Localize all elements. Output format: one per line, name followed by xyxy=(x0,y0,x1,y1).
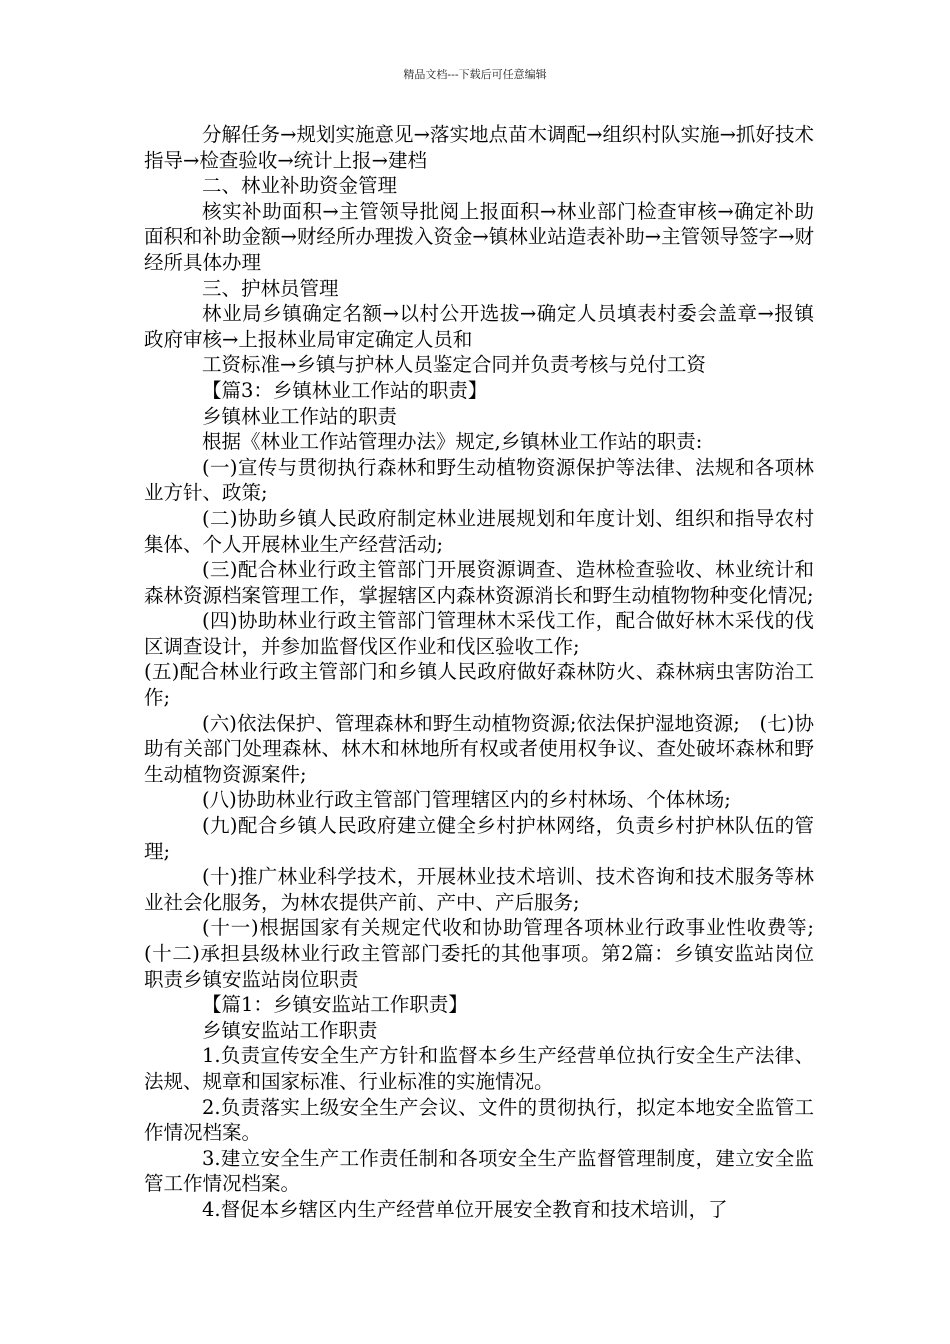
paragraph: 乡镇安监站工作职责 xyxy=(202,1018,378,1042)
paragraph: 4.督促本乡辖区内生产经营单位开展安全教育和技术培训，了 xyxy=(202,1197,728,1221)
paragraph: 核实补助面积→主管领导批阅上报面积→林业部门检查审核→确定补助面积和补助金额→财经所办理拨入资金→镇林业站造表补助→主管领导签字→财经所具体办理 xyxy=(144,199,814,274)
paragraph: 工资标准→乡镇与护林人员鉴定合同并负责考核与兑付工资 xyxy=(202,353,706,377)
paragraph: (二)协助乡镇人民政府制定林业进展规划和年度计划、组织和指导农村集体、个人开展林业生产经营活动; xyxy=(144,506,814,556)
document-body xyxy=(144,122,834,1223)
paragraph: (六)依法保护、管理森林和野生动植物资源;依法保护湿地资源; (七)协助有关部门处理森林、林木和林地所有权或者使用权争议、查处破坏森林和野生动植物资源案件; xyxy=(144,711,814,786)
paragraph: 林业局乡镇确定名额→以村公开选拔→确定人员填表村委会盖章→报镇政府审核→上报林业局审定确定人员和 xyxy=(144,302,814,351)
paragraph: 1.负责宣传安全生产方针和监督本乡生产经营单位执行安全生产法律、法规、规章和国家标准、行业标准的实施情况。 xyxy=(144,1044,814,1093)
paragraph: 乡镇林业工作站的职责 xyxy=(202,404,398,428)
paragraph: 二、林业补助资金管理 xyxy=(202,174,398,198)
paragraph: 3.建立安全生产工作责任制和各项安全生产监督管理制度，建立安全监管工作情况档案。 xyxy=(144,1146,814,1196)
paragraph: 三、护林员管理 xyxy=(202,276,339,300)
paragraph: (十一)根据国家有关规定代收和协助管理各项林业行政事业性收费等; (十二)承担县级林业行政主管部门委托的其他事项。第2篇：乡镇安监站岗位职责乡镇安监站岗位职责 xyxy=(144,916,834,991)
paragraph: (一)宣传与贯彻执行森林和野生动植物资源保护等法律、法规和各项林业方针、政策; xyxy=(144,455,814,505)
paragraph: (八)协助林业行政主管部门管理辖区内的乡村林场、个体林场; xyxy=(202,788,731,812)
page-header: 精品文档---下载后可任意编辑 xyxy=(403,68,547,81)
paragraph: 分解任务→规划实施意见→落实地点苗木调配→组织村队实施→抓好技术指导→检查验收→统计上报→建档 xyxy=(144,123,814,172)
paragraph: 【篇1：乡镇安监站工作职责】 xyxy=(202,993,468,1017)
paragraph: (九)配合乡镇人民政府建立健全乡村护林网络，负责乡村护林队伍的管理; xyxy=(144,814,814,863)
paragraph: 根据《林业工作站管理办法》规定,乡镇林业工作站的职责: xyxy=(202,430,703,454)
paragraph: 【篇3：乡镇林业工作站的职责】 xyxy=(202,378,488,402)
paragraph: (五)配合林业行政主管部门和乡镇人民政府做好森林防火、森林病虫害防治工作; xyxy=(144,660,814,710)
paragraph: (三)配合林业行政主管部门开展资源调查、造林检查验收、林业统计和森林资源档案管理工作，掌握辖区内森林资源消长和野生动植物物种变化情况; xyxy=(144,558,814,607)
paragraph: (四)协助林业行政主管部门管理林木采伐工作，配合做好林木采伐的伐区调查设计，并参加监督伐区作业和伐区验收工作; xyxy=(144,609,814,658)
paragraph: 2.负责落实上级安全生产会议、文件的贯彻执行，拟定本地安全监管工作情况档案。 xyxy=(144,1095,814,1145)
paragraph: (十)推广林业科学技术，开展林业技术培训、技术咨询和技术服务等林业社会化服务，为林农提供产前、产中、产后服务; xyxy=(144,865,814,914)
